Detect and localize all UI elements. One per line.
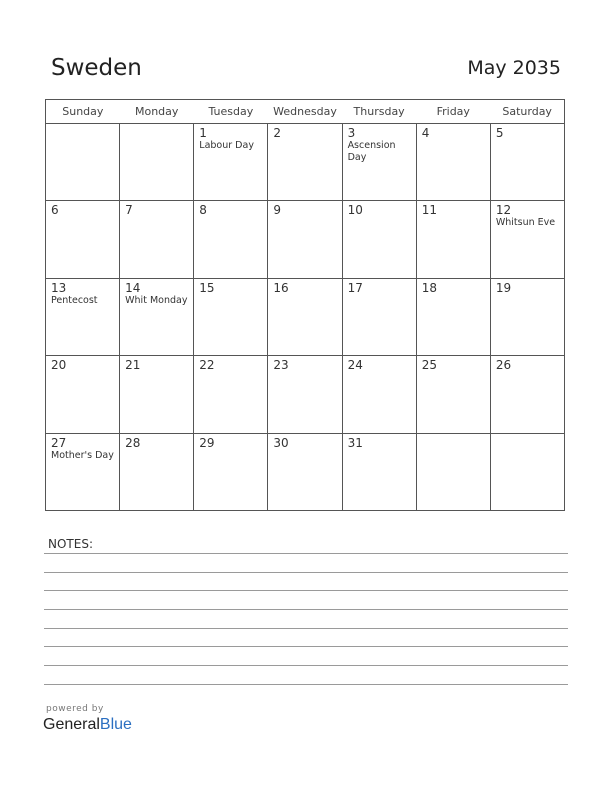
week-row <box>46 201 565 278</box>
day-number: 29 <box>199 435 215 450</box>
day-number: 11 <box>421 203 437 218</box>
day-cell <box>342 278 416 355</box>
week-row <box>46 278 565 355</box>
calendar-grid <box>45 99 565 511</box>
day-number: 24 <box>347 358 363 373</box>
day-number: 16 <box>273 280 289 295</box>
day-cell <box>120 433 194 510</box>
day-cell <box>268 278 342 355</box>
week-row <box>46 124 565 201</box>
day-number: 8 <box>199 203 207 218</box>
day-number: 18 <box>421 280 437 295</box>
weekday-header: Monday <box>120 100 194 124</box>
day-number: 2 <box>273 126 282 140</box>
day-cell <box>490 124 564 201</box>
weekday-header: Sunday <box>46 100 120 124</box>
day-cell <box>194 278 268 355</box>
week-row <box>46 433 565 510</box>
logo-general-text: General <box>43 716 100 733</box>
day-cell <box>120 356 194 433</box>
day-number: 7 <box>125 203 133 218</box>
note-line <box>44 628 568 629</box>
day-cell <box>46 278 120 355</box>
day-cell <box>194 124 268 201</box>
day-cell <box>194 356 268 433</box>
day-number: 25 <box>421 358 437 373</box>
day-number: 17 <box>347 280 363 295</box>
day-number: 20 <box>51 358 67 373</box>
day-number: 5 <box>495 126 504 140</box>
day-number: 6 <box>51 203 59 218</box>
day-cell <box>120 201 194 278</box>
day-number: 19 <box>495 280 512 295</box>
day-number: 9 <box>273 203 282 218</box>
day-cell <box>46 201 120 278</box>
day-cell <box>194 433 268 510</box>
day-number: 22 <box>199 358 215 373</box>
day-number: 21 <box>125 358 141 373</box>
day-cell <box>120 124 194 201</box>
holiday-label: Whitsun Eve <box>495 217 556 229</box>
holiday-label: Ascension Day <box>347 140 396 163</box>
holiday-label: Mother's Day <box>51 449 114 461</box>
day-number: 31 <box>347 435 363 450</box>
day-cell <box>490 356 564 433</box>
weekday-header: Wednesday <box>268 100 342 124</box>
day-cell <box>46 433 120 510</box>
day-number: 3 <box>347 126 356 140</box>
day-cell <box>342 124 416 201</box>
day-cell <box>342 201 416 278</box>
day-number: 28 <box>125 435 141 450</box>
weekday-header: Friday <box>416 100 490 124</box>
note-line <box>44 590 568 591</box>
weekday-header-row <box>46 100 565 124</box>
weekday-header: Tuesday <box>194 100 268 124</box>
day-number: 27 <box>51 435 67 450</box>
logo-blue-text: Blue <box>99 716 132 733</box>
weekday-header: Thursday <box>342 100 416 124</box>
day-cell <box>416 278 490 355</box>
day-cell <box>268 124 342 201</box>
day-cell <box>194 201 268 278</box>
generalblue-logo[interactable] <box>43 716 132 734</box>
day-cell <box>490 278 564 355</box>
day-number: 15 <box>199 280 215 295</box>
day-number: 4 <box>421 126 430 140</box>
country-title: Sweden <box>51 55 142 81</box>
holiday-label: Labour Day <box>199 140 254 151</box>
day-cell <box>268 201 342 278</box>
day-cell <box>46 124 120 201</box>
week-row <box>46 356 565 433</box>
day-number: 23 <box>273 358 289 373</box>
day-cell <box>490 201 564 278</box>
note-line <box>44 572 568 573</box>
holiday-label: Whit Monday <box>125 294 188 306</box>
note-line <box>44 665 568 666</box>
weekday-header: Saturday <box>490 100 564 124</box>
day-cell <box>416 433 490 510</box>
day-number: 12 <box>495 203 512 218</box>
day-cell <box>416 356 490 433</box>
day-number: 13 <box>51 280 67 295</box>
day-cell <box>416 201 490 278</box>
day-number: 10 <box>347 203 363 218</box>
day-cell <box>268 433 342 510</box>
note-line <box>44 646 568 647</box>
day-cell <box>120 278 194 355</box>
day-cell <box>416 124 490 201</box>
powered-by-text: powered by <box>46 704 104 714</box>
day-cell <box>490 433 564 510</box>
note-line <box>44 553 568 554</box>
month-title: May 2035 <box>467 57 561 79</box>
notes-label: NOTES: <box>48 537 93 551</box>
day-cell <box>268 356 342 433</box>
note-line <box>44 684 568 685</box>
note-line <box>44 609 568 610</box>
day-number: 14 <box>125 280 141 295</box>
day-number: 30 <box>273 435 289 450</box>
day-cell <box>342 433 416 510</box>
holiday-label: Pentecost <box>51 294 98 306</box>
day-number: 1 <box>199 126 207 140</box>
day-cell <box>342 356 416 433</box>
day-cell <box>46 356 120 433</box>
day-number: 26 <box>495 358 512 373</box>
